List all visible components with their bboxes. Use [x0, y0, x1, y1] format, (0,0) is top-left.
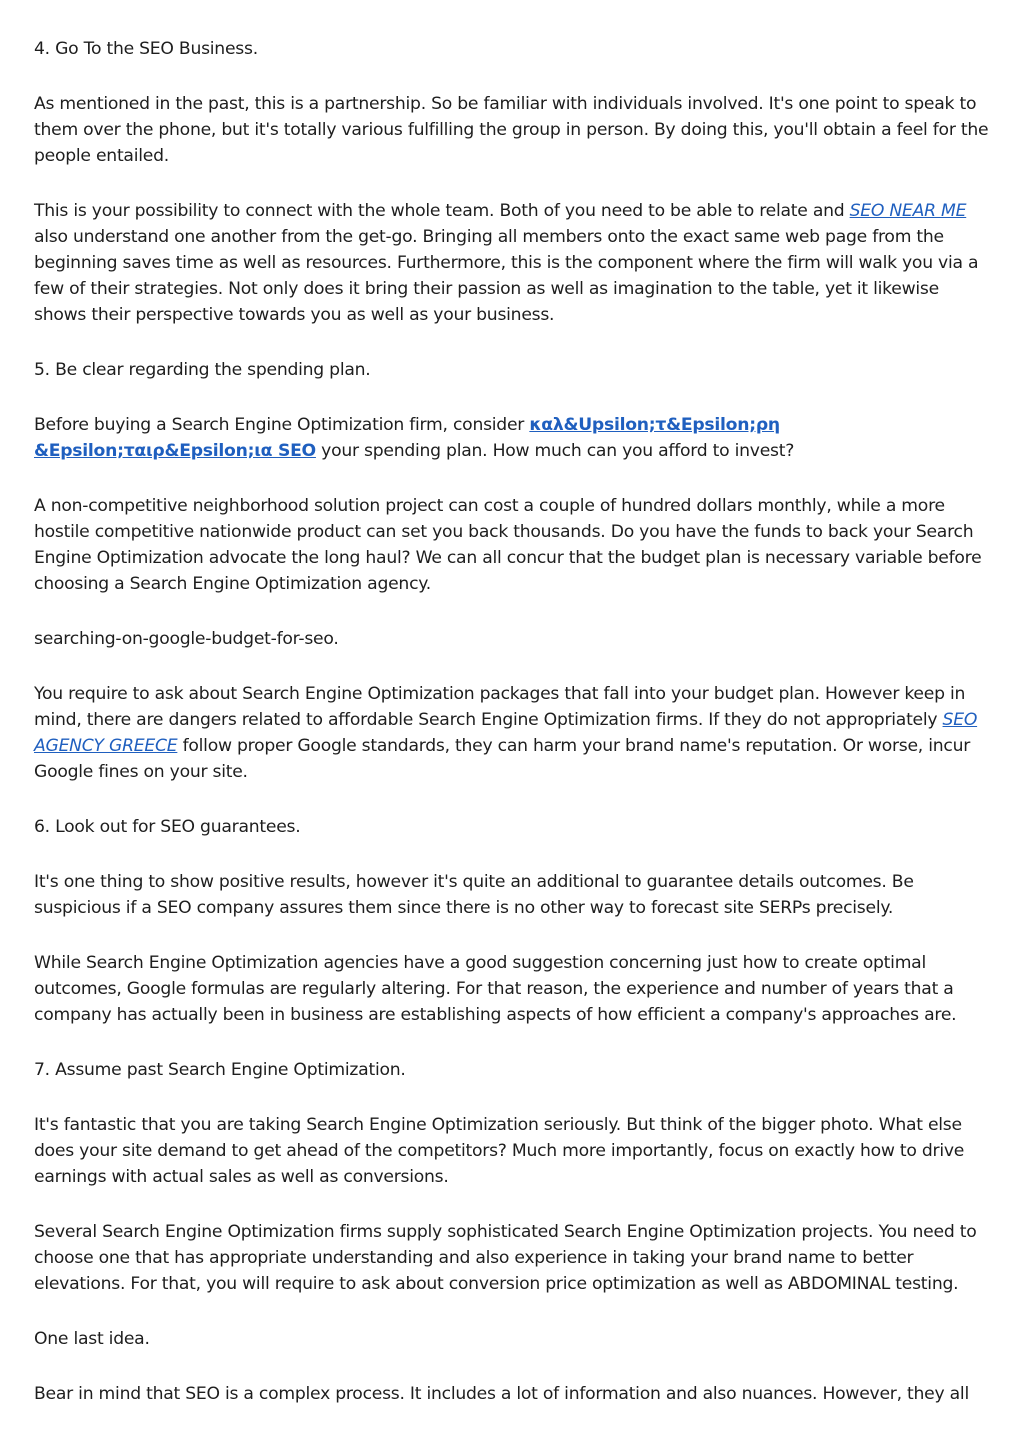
paragraph-budget-intro [34, 412, 994, 464]
greek-seo-link[interactable]: καλ&Upsilon;τ&Epsilon;ρη &Epsilon;ταιρ&Epsilon;ια SEO [34, 415, 780, 461]
step-heading-7: 7. Assume past Search Engine Optimization. [34, 1060, 406, 1080]
seo-near-me-link[interactable]: SEO NEAR ME [849, 201, 967, 221]
paragraph-budget-text-start: Before buying a Search Engine Optimization firm, consider [34, 415, 530, 435]
paragraph-team-text-end: also understand one another from the get-go. Bringing all members onto the exact same web page from the beginning saves time as well as resources. Furthermore, this is the component where the firm will walk you via a few of their strategies. Not only does it bring their passion as well as imagination to the table, yet it likewise shows their perspective towards you as well as your business. [34, 227, 979, 325]
paragraph-project-cost: A non-competitive neighborhood solution project can cost a couple of hundred dollars monthly, while a more hostile competitive nationwide product can set you back thousands. Do you have the funds to back your Search Engine Optimization advocate the long haul? We can all concur that the budget plan is necessary variable before choosing a Search Engine Optimization agency. [34, 496, 982, 594]
paragraph-algorithms: While Search Engine Optimization agencies have a good suggestion concerning just how to create optimal outcomes, Google formulas are regularly altering. For that reason, the experience and number of years that a company has actually been in business are establishing aspects of how efficient a company's approaches are. [34, 953, 957, 1025]
image-caption-text: searching-on-google-budget-for-seo. [34, 629, 339, 649]
paragraph-packages-text-end: follow proper Google standards, they can harm your brand name's reputation. Or worse, incur Google fines on your site. [34, 736, 971, 782]
paragraph-packages [34, 681, 994, 785]
paragraph-team [34, 198, 994, 328]
paragraph-guarantees: It's one thing to show positive results, however it's quite an additional to guarantee details outcomes. Be suspicious if a SEO company assures them since there is no other way to forecast site SERPs precisely. [34, 872, 914, 918]
paragraph-packages-text-start: You require to ask about Search Engine Optimization packages that fall into your budget plan. However keep in mind, there are dangers related to affordable Search Engine Optimization firms. If they do not appropriately [34, 684, 966, 730]
document-body [34, 36, 994, 1436]
step-heading-4: 4. Go To the SEO Business. [34, 39, 258, 59]
paragraph-bigger-picture: It's fantastic that you are taking Search Engine Optimization seriously. But think of the bigger photo. What else does your site demand to get ahead of the competitors? Much more importantly, focus on exactly how to drive earnings with actual sales as well as conversions. [34, 1115, 965, 1187]
paragraph-team-text-start: This is your possibility to connect with the whole team. Both of you need to be able to relate and [34, 201, 850, 221]
paragraph-partnership: As mentioned in the past, this is a partnership. So be familiar with individuals involved. It's one point to speak to them over the phone, but it's totally various fulfilling the group in person. By doing this, you'll obtain a feel for the people entailed. [34, 94, 989, 166]
heading-last-idea: One last idea. [34, 1329, 150, 1349]
seo-agency-greece-link[interactable]: SEO AGENCY GREECE [34, 710, 978, 756]
paragraph-complex-process: Bear in mind that SEO is a complex process. It includes a lot of information and also nuances. However, they all [34, 1384, 969, 1404]
paragraph-budget-text-end: your spending plan. How much can you afford to invest? [315, 441, 795, 461]
paragraph-sophisticated-projects: Several Search Engine Optimization firms supply sophisticated Search Engine Optimization projects. You need to choose one that has appropriate understanding and also experience in taking your brand name to better elevations. For that, you will require to ask about conversion price optimization as well as ABDOMINAL testing. [34, 1222, 977, 1294]
step-heading-5: 5. Be clear regarding the spending plan. [34, 360, 371, 380]
step-heading-6: 6. Look out for SEO guarantees. [34, 817, 301, 837]
